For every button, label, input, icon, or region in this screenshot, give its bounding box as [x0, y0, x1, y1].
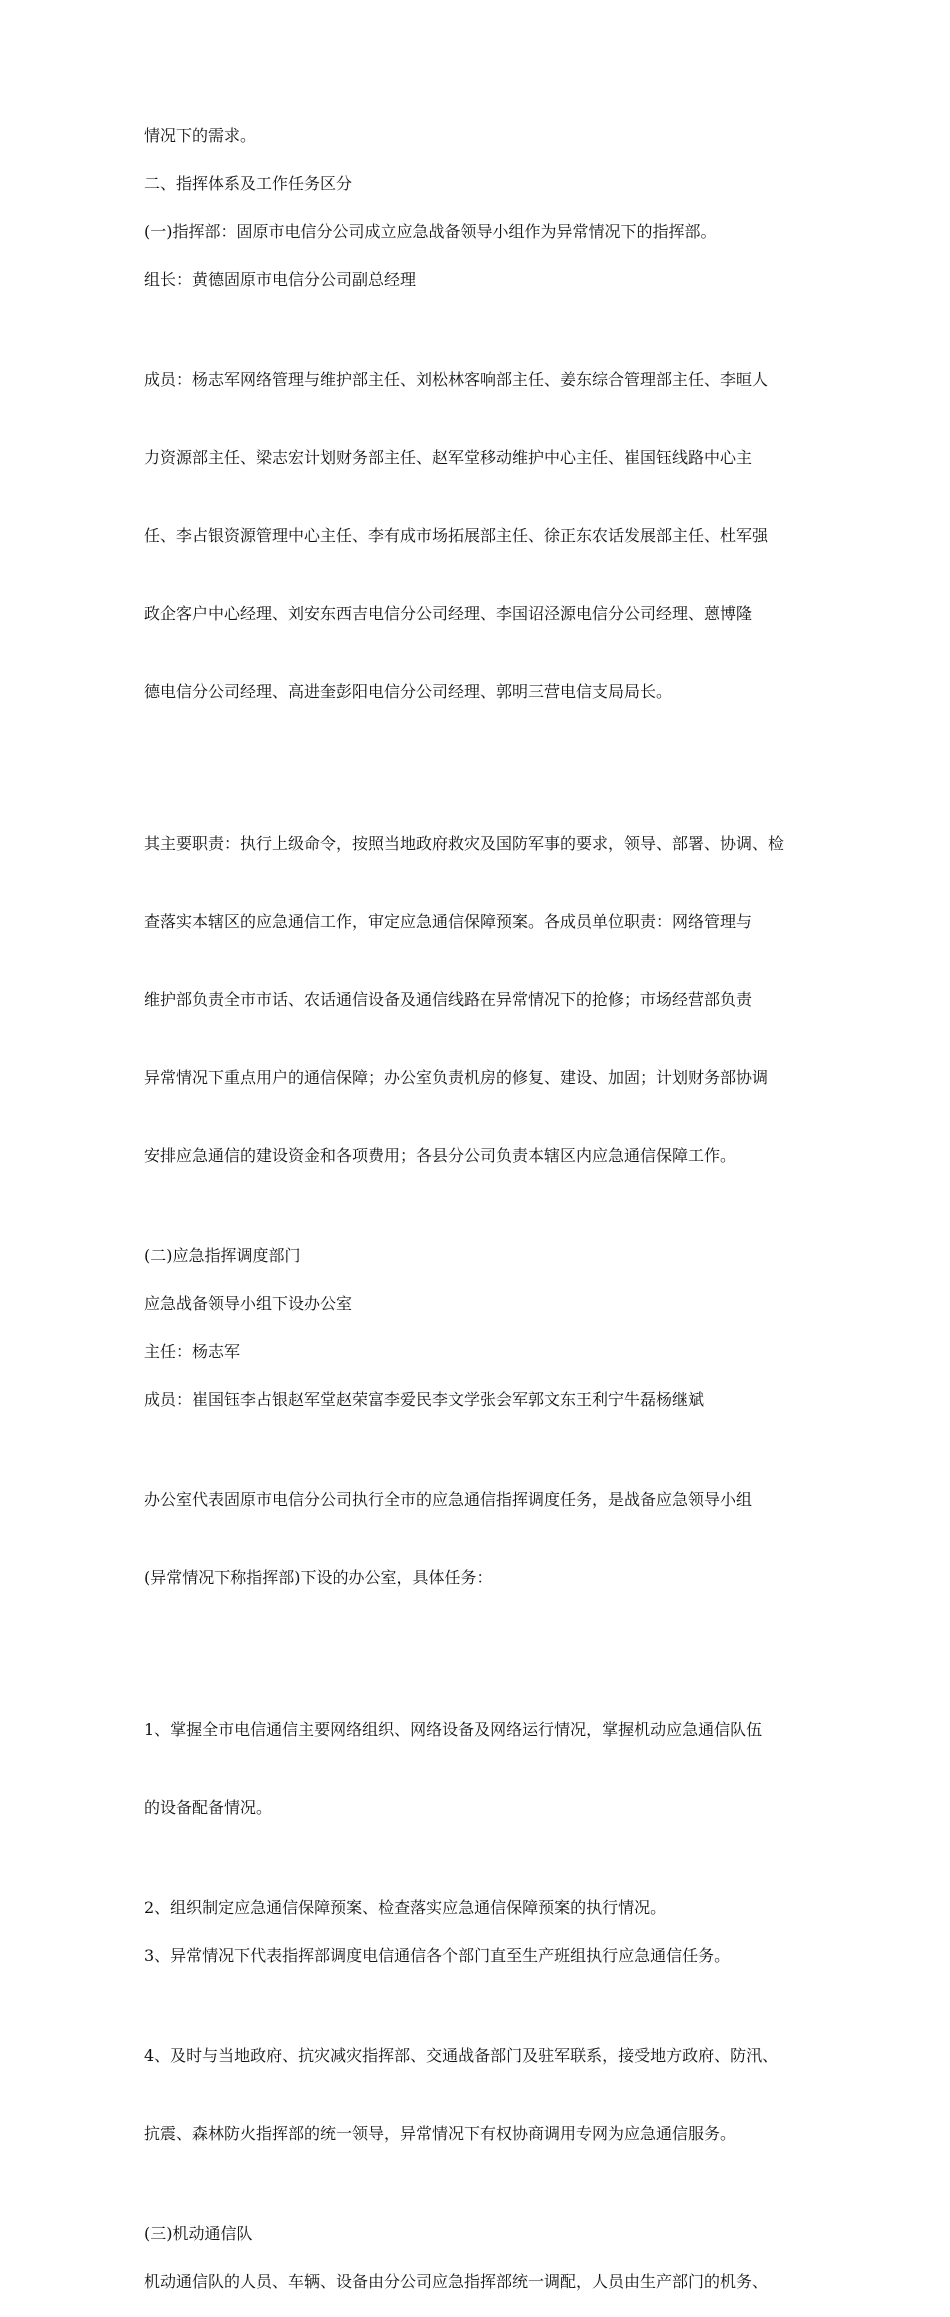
text-line: 查落实本辖区的应急通信工作，审定应急通信保障预案。各成员单位职责：网络管理与	[144, 912, 753, 931]
subsection-heading-dispatch-dept: (二)应急指挥调度部门	[144, 1246, 301, 1265]
subsection-heading-command-hq: (一)指挥部：固原市电信分公司成立应急战备领导小组作为异常情况下的指挥部。	[144, 222, 717, 241]
text-line: (异常情况下称指挥部)下设的办公室，具体任务：	[144, 1568, 493, 1587]
section-heading-command-system: 二、指挥体系及工作任务区分	[144, 174, 353, 193]
text-line: 德电信分公司经理、高进奎彭阳电信分公司经理、郭明三营电信支局局长。	[144, 682, 673, 701]
text-line: 政企客户中心经理、刘安东西吉电信分公司经理、李国诏泾源电信分公司经理、蒽博隆	[144, 604, 753, 623]
text-line: 安排应急通信的建设资金和各项费用；各县分公司负责本辖区内应急通信保障工作。	[144, 1146, 737, 1165]
task-item-4	[144, 1991, 810, 2199]
paragraph-director: 主任：杨志军	[144, 1342, 241, 1361]
paragraph-group-leader: 组长：黄德固原市电信分公司副总经理	[144, 270, 417, 289]
task-item-2: 2、组织制定应急通信保障预案、检查落实应急通信保障预案的执行情况。	[144, 1898, 667, 1917]
text-line: 任、李占银资源管理中心主任、李有成市场拓展部主任、徐正东农话发展部主任、杜军强	[144, 526, 769, 545]
text-line: 成员：杨志军网络管理与维护部主任、刘松林客响部主任、姜东综合管理部主任、李晅人	[144, 370, 769, 389]
paragraph-members	[144, 315, 810, 757]
paragraph-office-role	[144, 1435, 810, 1643]
text-line: 其主要职责：执行上级命令，按照当地政府救灾及国防军事的要求，领导、部署、协调、检	[144, 834, 785, 853]
task-item-3: 3、异常情况下代表指挥部调度电信通信各个部门直至生产班组执行应急通信任务。	[144, 1946, 731, 1965]
document-body	[144, 123, 810, 2317]
paragraph-mobile-team: 机动通信队的人员、车辆、设备由分公司应急指挥部统一调配，人员由生产部门的机务、	[144, 2272, 769, 2291]
paragraph-duties	[144, 779, 810, 1221]
text-line: 维护部负责全市市话、农话通信设备及通信线路在异常情况下的抢修；市场经营部负责	[144, 990, 753, 1009]
text-line: 抗震、森林防火指挥部的统一领导，异常情况下有权协商调用专网为应急通信服务。	[144, 2124, 737, 2143]
subsection-heading-mobile-team: (三)机动通信队	[144, 2224, 253, 2243]
text-line: 的设备配备情况。	[144, 1798, 273, 1817]
paragraph-intro-tail: 情况下的需求。	[144, 126, 257, 145]
text-line: 力资源部主任、梁志宏计划财务部主任、赵军堂移动维护中心主任、崔国钰线路中心主	[144, 448, 753, 467]
text-line: 办公室代表固原市电信分公司执行全市的应急通信指挥调度任务，是战备应急领导小组	[144, 1490, 753, 1509]
paragraph-office-members: 成员：崔国钰李占银赵军堂赵荣富李爱民李文学张会军郭文东王利宁牛磊杨继斌	[144, 1390, 705, 1409]
text-line: 4、及时与当地政府、抗灾减灾指挥部、交通战备部门及驻军联系，接受地方政府、防汛、	[144, 2046, 779, 2065]
paragraph-office-setup: 应急战备领导小组下设办公室	[144, 1294, 353, 1313]
text-line: 异常情况下重点用户的通信保障；办公室负责机房的修复、建设、加固；计划财务部协调	[144, 1068, 769, 1087]
task-item-1	[144, 1665, 810, 1873]
text-line: 1、掌握全市电信通信主要网络组织、网络设备及网络运行情况，掌握机动应急通信队伍	[144, 1720, 763, 1739]
